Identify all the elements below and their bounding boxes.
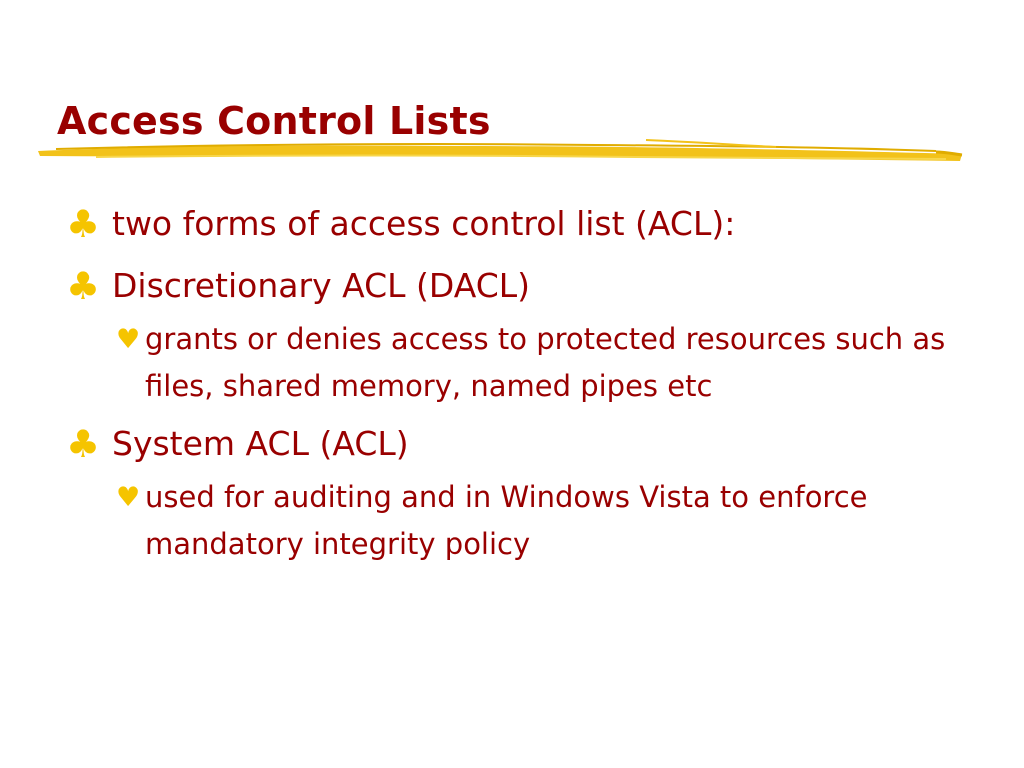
bullet-item xyxy=(66,196,986,252)
bullet-item xyxy=(66,258,986,314)
sub-bullet-item xyxy=(116,316,975,410)
club-bullet-icon: ♣ xyxy=(66,264,101,308)
bullet-item xyxy=(66,416,986,472)
bullet-text: System ACL (ACL) xyxy=(112,424,409,463)
sub-bullet-text: grants or denies access to protected resources such as files, shared memory, named pipes etc xyxy=(145,322,946,403)
sub-bullet-item xyxy=(116,474,975,568)
bullet-text: two forms of access control list (ACL): xyxy=(112,204,736,243)
bullet-list xyxy=(66,196,986,574)
sub-bullet-text: used for auditing and in Windows Vista to enforce mandatory integrity policy xyxy=(145,480,868,561)
title-underline-brush xyxy=(36,134,964,168)
slide-title: Access Control Lists xyxy=(57,99,491,143)
club-bullet-icon: ♣ xyxy=(66,202,101,246)
heart-bullet-icon: ♥ xyxy=(116,324,141,355)
club-bullet-icon: ♣ xyxy=(66,422,101,466)
bullet-text: Discretionary ACL (DACL) xyxy=(112,266,530,305)
heart-bullet-icon: ♥ xyxy=(116,482,141,513)
